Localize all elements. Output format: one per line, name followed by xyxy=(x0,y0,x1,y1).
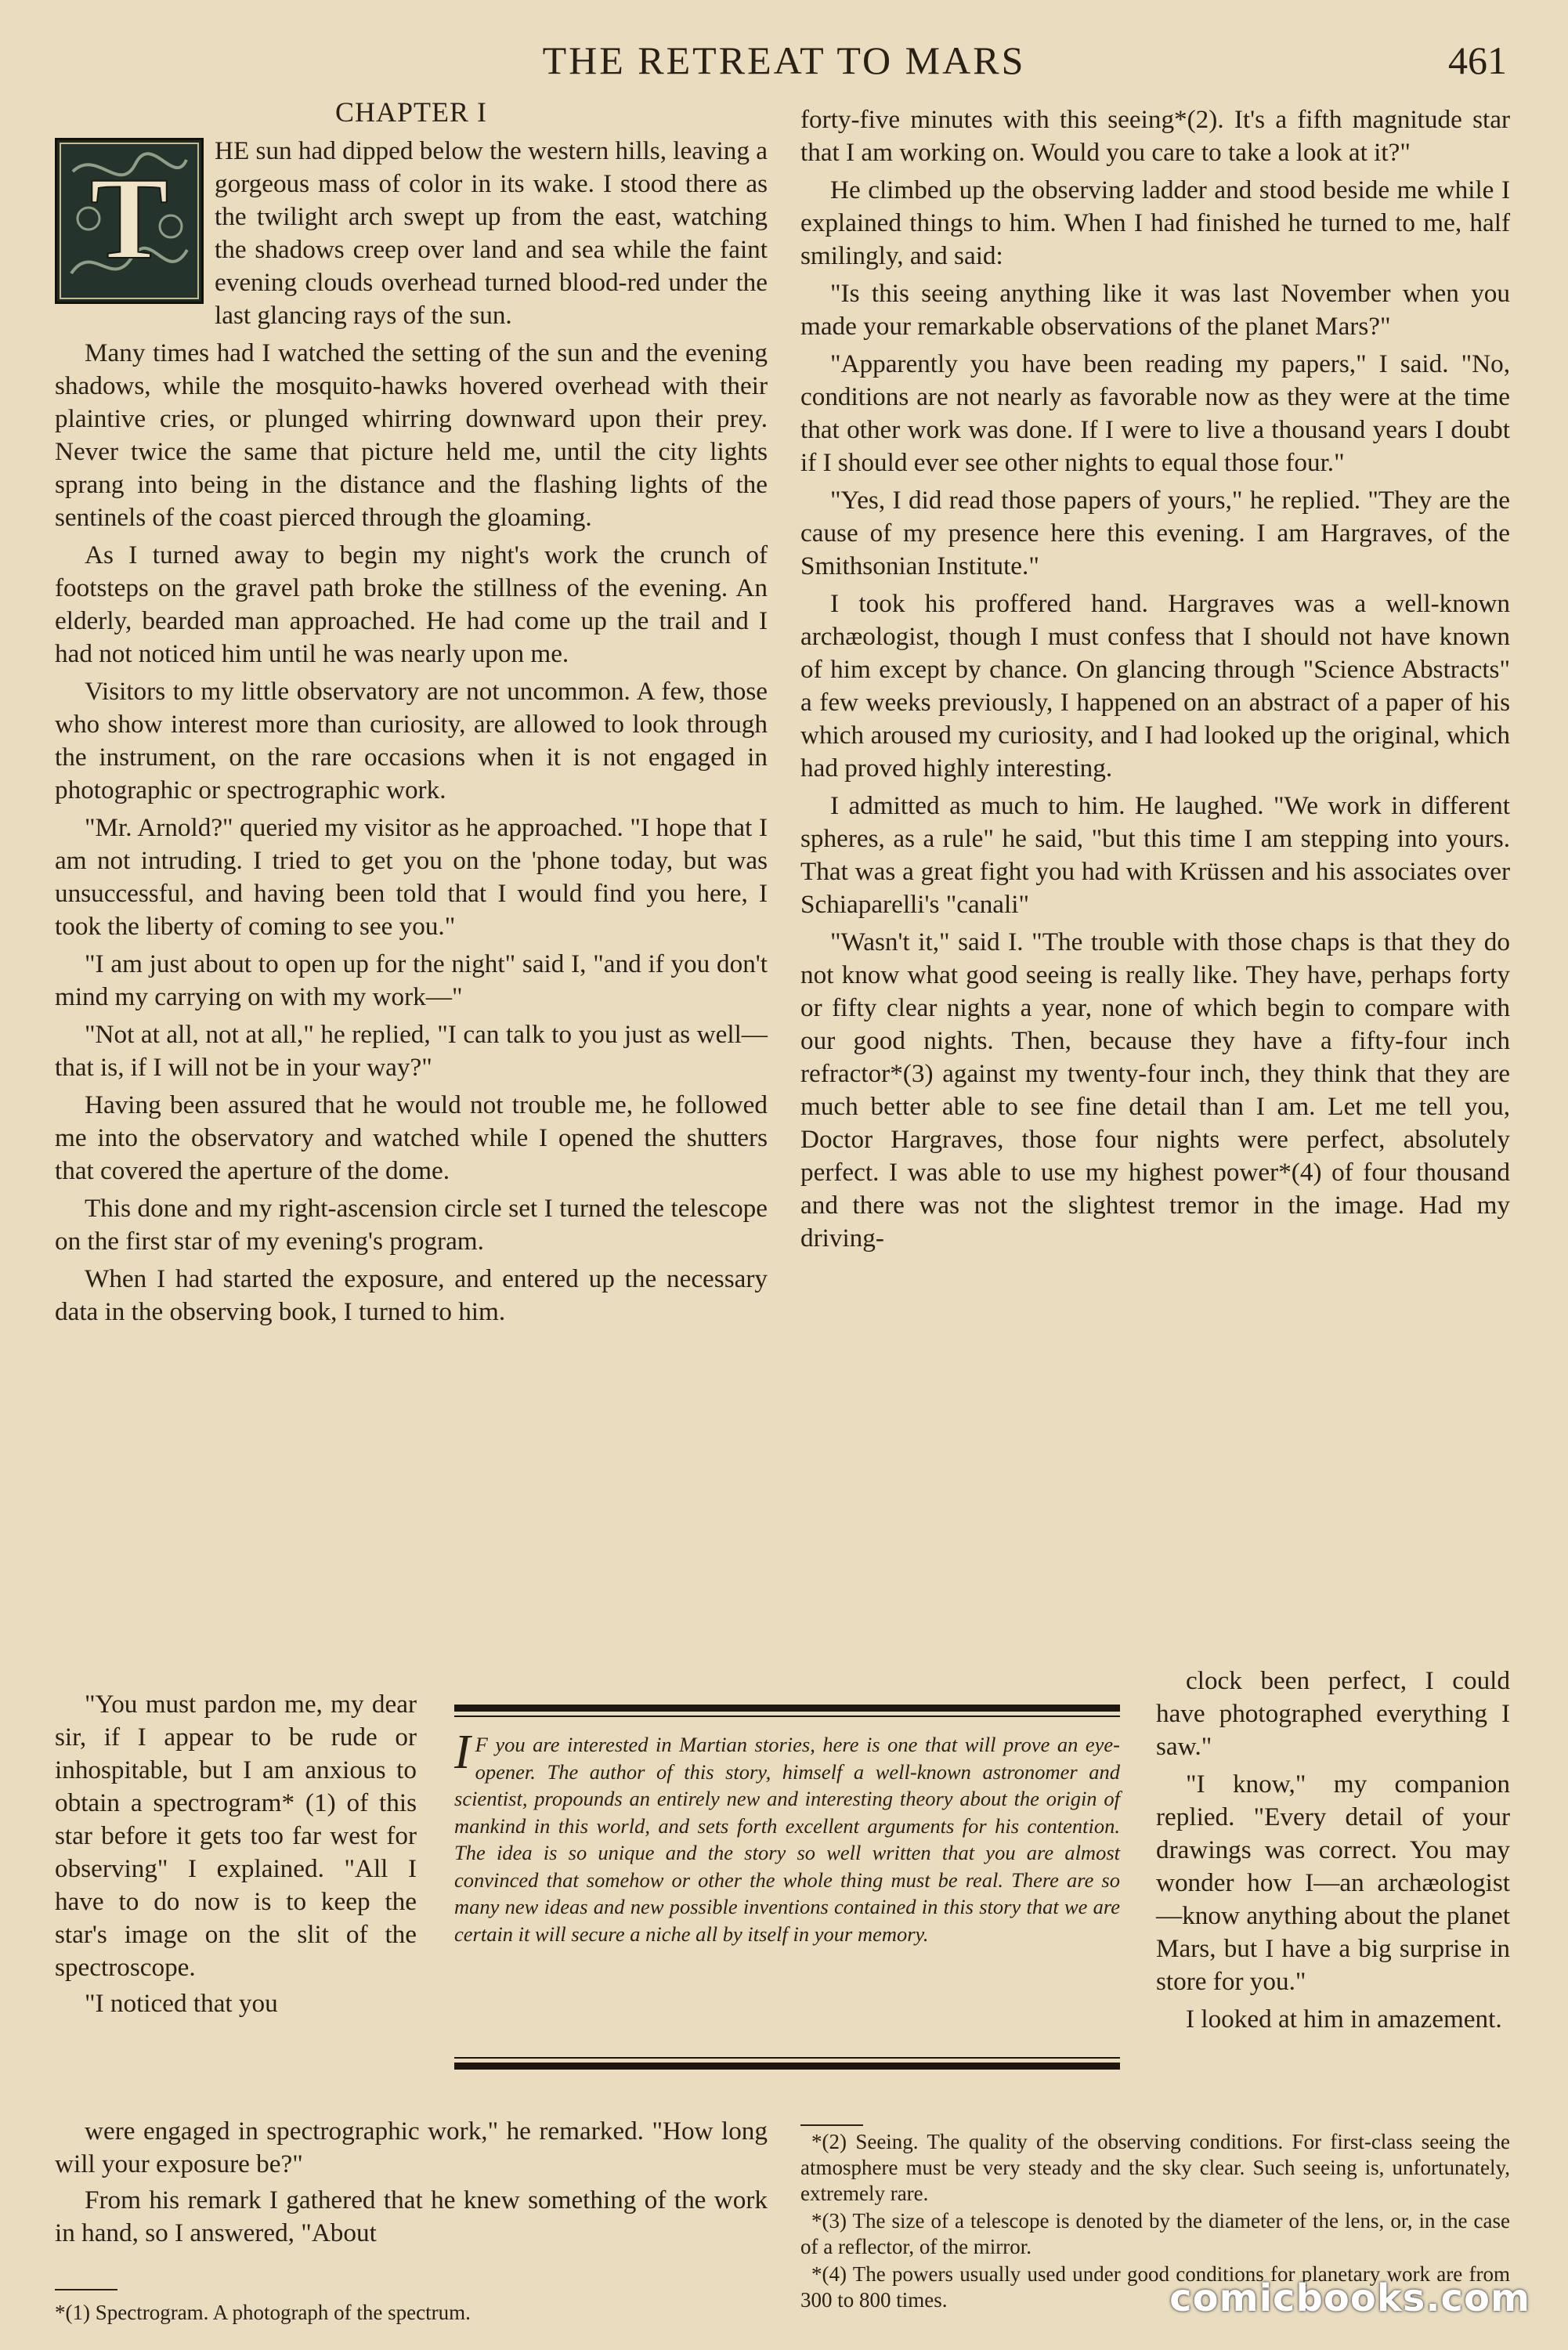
paragraph: I took his proffered hand. Hargraves was a well-known archæologist, though I must confess that I should not have known of him except by chance. On glancing through "Science Abstracts" a few weeks previously, I happened on an abstract of a paper of his which aroused my curiosity, and I had looked up the original, which had proved highly interesting. xyxy=(800,589,1510,783)
box-top-rule-thin xyxy=(454,1716,1120,1717)
editorial-intro-box xyxy=(454,1726,1120,1947)
paragraph: From his remark I gathered that he knew something of the work in hand, so I answered, "About xyxy=(55,2186,768,2247)
paragraph: When I had started the exposure, and entered up the necessary data in the observing book, I turned to him. xyxy=(55,1264,768,1326)
paragraph: I admitted as much to him. He laughed. "We work in different spheres, as a rule" he said, "but this time I am stepping into yours. That was a great fight you had with Krüssen and his associates over Schiaparelli's "canali" xyxy=(800,791,1510,919)
paragraph: Having been assured that he would not trouble me, he followed me into the observatory and watched while I opened the shutters that covered the aperture of the dome. xyxy=(55,1090,768,1185)
footnote-left: *(1) Spectrogram. A photograph of the spectrum. xyxy=(55,2301,471,2324)
box-bottom-rule xyxy=(454,2063,1120,2070)
paragraph: "Mr. Arnold?" queried my visitor as he approached. "I hope that I am not intruding. I tried to get you on the 'phone today, but was unsuccessful, and having been told that I would find you here, I took the liberty of coming to see you." xyxy=(55,813,768,941)
watermark-logo: comicbooks.com xyxy=(1169,2276,1530,2320)
svg-text:T: T xyxy=(89,154,169,284)
chapter-heading: CHAPTER I xyxy=(334,96,487,128)
paragraph: forty-five minutes with this seeing*(2). It's a fifth magnitude star that I am working on. Would you care to take a look at it?" xyxy=(800,105,1510,167)
box-initial: I xyxy=(454,1726,471,1779)
paragraph: "Not at all, not at all," he replied, "I can talk to you just as well—that is, if I will not be in your way?" xyxy=(55,1020,768,1082)
page-number: 461 xyxy=(1448,38,1507,82)
paragraph: Visitors to my little observatory are not uncommon. A few, those who show interest more than curiosity, are allowed to look through the instrument, on the rare occasions when it is not engaged in photographic or spectrographic work. xyxy=(55,677,768,804)
paragraph: HE sun had dipped below the western hills, leaving a gorgeous mass of color in its wake. I stood there as the twilight arch swept up from the east, watching the shadows creep over land and sea while the faint evening clouds overhead turned blood-red under the last glancing rays of the sun. xyxy=(215,136,768,330)
right-narrow-text xyxy=(1156,1665,1510,2041)
left-narrow-text xyxy=(55,1688,417,2023)
paragraph: clock been perfect, I could have photographed everything I saw." xyxy=(1156,1666,1510,1761)
box-text: F you are interested in Martian stories, here is one that will prove an eye-opener. The author of this story, himself a well-known astronomer and scientist, propounds an entirely new and interesting theory about the origin of mankind in this world, and sets forth excellent arguments for his contention. The idea is so unique and the story so well written that you are almost convinced that somehow or other the whole thing must be real. There are so many new ideas and new possible inventions contained in this story that we are certain it will secure a niche all by itself in your memory. xyxy=(454,1733,1120,1946)
paragraph: I looked at him in amazement. xyxy=(1186,2005,1502,2034)
paragraph: "I know," my companion replied. "Every detail of your drawings was correct. You may wonder how I—an archæologist—know anything about the planet Mars, but I have a big surprise in store for you." xyxy=(1156,1770,1510,1996)
paragraph: were engaged in spectrographic work," he remarked. "How long will your exposure be?" xyxy=(55,2117,768,2178)
paragraph: "I am just about to open up for the night" said I, "and if you don't mind my carrying on with my work—" xyxy=(55,949,768,1011)
footnote: *(4) The powers usually used under good conditions for planetary work are from 300 to 800 times. xyxy=(800,2262,1510,2312)
left-column xyxy=(55,96,768,1333)
paragraph: Many times had I watched the setting of the sun and the evening shadows, while the mosquito-hawks hovered overhead with their plaintive cries, or plunged whirring downward upon their prey. Never twice the same that picture held me, until the city lights sprang into being in the distance and the flashing lights of the sentinels of the coast pierced through the gloaming. xyxy=(55,338,768,532)
paragraph: "Apparently you have been reading my papers," I said. "No, conditions are not nearly as favorable now as they were at the time that other work was done. If I were to live a thousand years I doubt if I should ever see other nights to equal those four." xyxy=(800,349,1510,477)
paragraph: As I turned away to begin my night's work the crunch of footsteps on the gravel path broke the stillness of the evening. An elderly, bearded man approached. He had come up the trail and I had not noticed him until he was nearly upon me. xyxy=(55,540,768,668)
paragraph: "I noticed that you xyxy=(85,1989,278,2018)
right-column xyxy=(800,103,1510,1260)
footnote-rule-right xyxy=(800,2124,863,2126)
running-header-title: THE RETREAT TO MARS xyxy=(542,38,1026,82)
paragraph: "Is this seeing anything like it was last November when you made your remarkable observations of the planet Mars?" xyxy=(800,279,1510,341)
left-bottom-text xyxy=(55,2115,768,2253)
footnote: *(3) The size of a telescope is denoted by the diameter of the lens, or, in the case of a reflector, of the mirror. xyxy=(800,2209,1510,2258)
box-bottom-rule-thin xyxy=(454,2057,1120,2059)
dropcap-ornament-icon xyxy=(57,140,201,302)
paragraph: This done and my right-ascension circle set I turned the telescope on the first star of my evening's program. xyxy=(55,1194,768,1256)
paragraph: "Wasn't it," said I. "The trouble with those chaps is that they do not know what good seeing is really like. They have, perhaps forty or fifty clear nights a year, none of which begin to compare with our good nights. Then, because they have a fifty-four inch refractor*(3) against my twenty-four inch, they think that they are much better able to see fine detail than I am. Let me tell you, Doctor Hargraves, those four nights were perfect, absolutely perfect. I was able to use my highest power*(4) of four thousand and there was not the slightest tremor in the image. Had my driving- xyxy=(800,927,1510,1253)
paragraph: "Yes, I did read those papers of yours," he replied. "They are the cause of my presence here this evening. I am Hargraves, of the Smithsonian Institute." xyxy=(800,486,1510,580)
footnote-rule-left xyxy=(55,2289,117,2290)
box-top-rule xyxy=(454,1705,1120,1712)
footnote: *(2) Seeing. The quality of the observing conditions. For first-class seeing the atmosphere must be very steady and the sky clear. Such seeing is, unfortunately, extremely rare. xyxy=(800,2130,1510,2205)
paragraph: He climbed up the observing ladder and stood beside me while I explained things to him. When I had finished he turned to me, half smilingly, and said: xyxy=(800,175,1510,270)
ornamental-dropcap xyxy=(55,138,204,304)
paragraph: "You must pardon me, my dear sir, if I appear to be rude or inhospitable, but I am anxious to obtain a spectrogram* (1) of this star before it gets too far west for observing" I explained. "All I have to do now is to keep the star's image on the slit of the spectroscope. xyxy=(55,1690,417,1982)
